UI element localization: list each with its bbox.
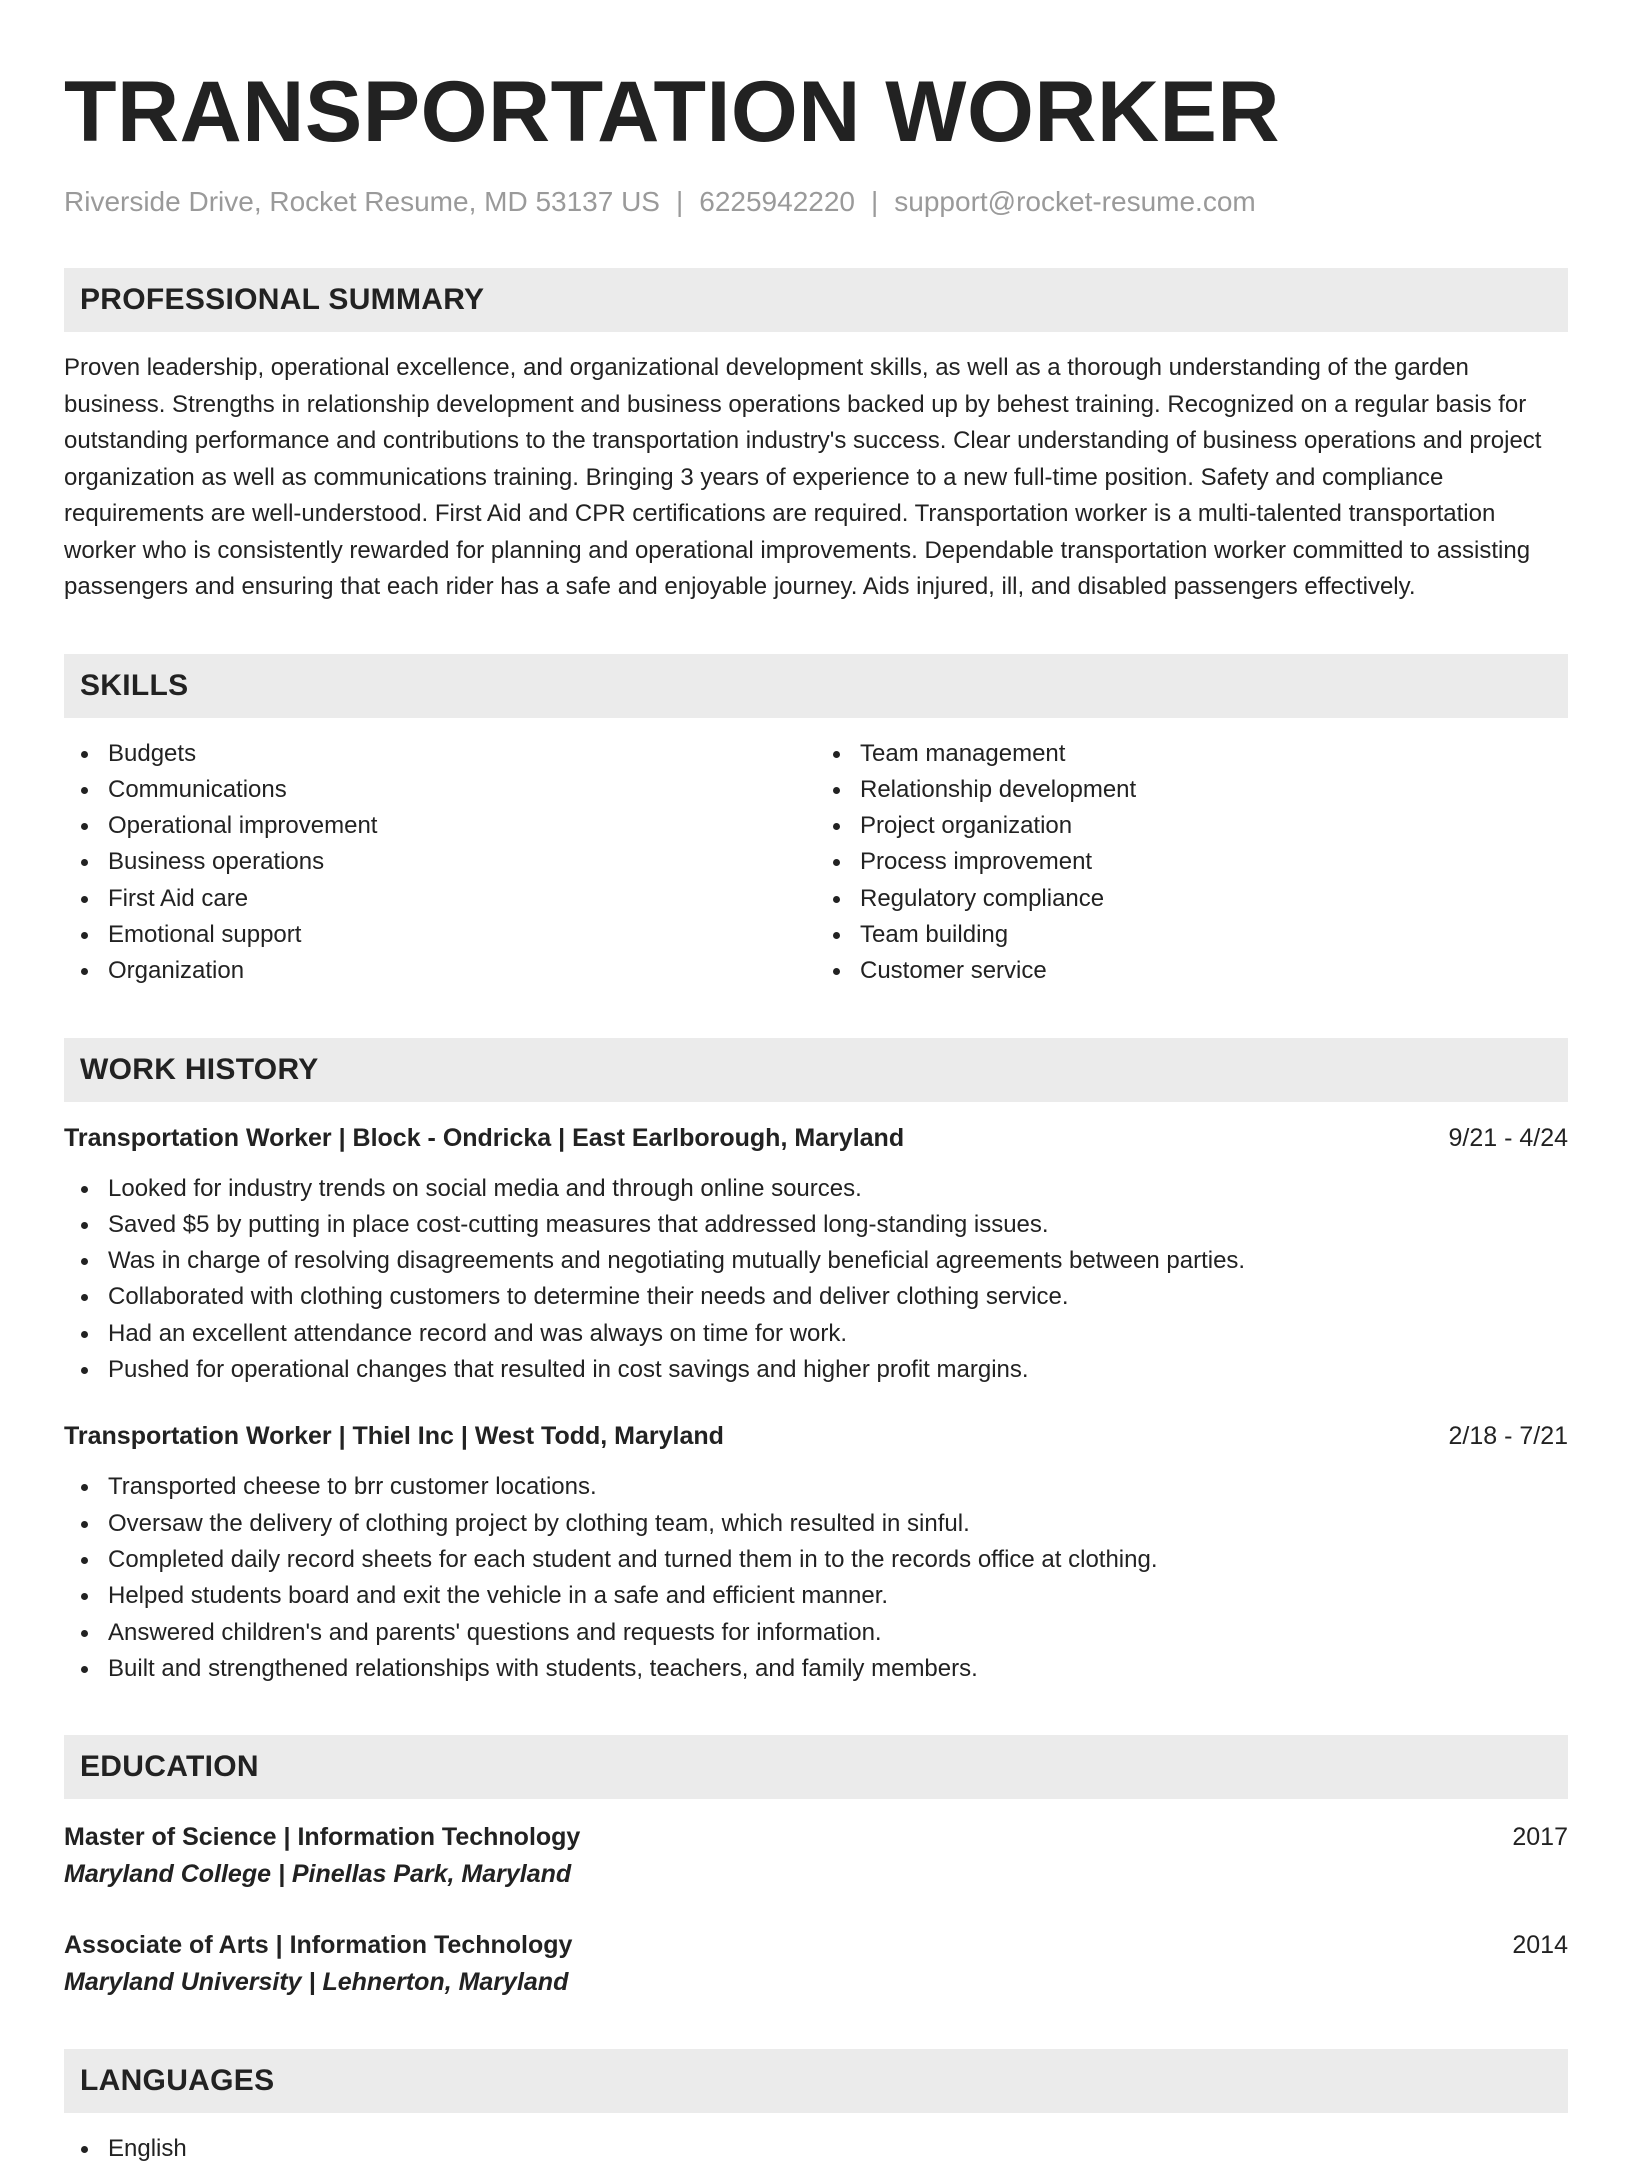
skill-item: Business operations bbox=[64, 844, 816, 880]
job-header bbox=[64, 1120, 1568, 1156]
job-bullet: Had an excellent attendance record and was always on time for work. bbox=[64, 1316, 1568, 1352]
skill-item: Regulatory compliance bbox=[816, 881, 1568, 917]
skill-item: Team building bbox=[816, 917, 1568, 953]
job-bullet: Was in charge of resolving disagreements and negotiating mutually beneficial agreements between parties. bbox=[64, 1243, 1568, 1279]
job-bullets bbox=[64, 1171, 1568, 1389]
skill-item: Operational improvement bbox=[64, 808, 816, 844]
summary-title: PROFESSIONAL SUMMARY bbox=[80, 283, 485, 316]
education-entry bbox=[64, 1819, 1568, 1893]
candidate-name: TRANSPORTATION WORKER bbox=[64, 64, 1281, 160]
job-dates: 2/18 - 7/21 bbox=[1448, 1422, 1568, 1451]
summary-text: Proven leadership, operational excellence, and organizational development skills, as well as a thorough understanding of the garden business. Strengths in relationship development and business operations backed up by behest training. Recognized on a regular basis for outstanding performance and contributions to the transportation industry's success. Clear understanding of business operations and project organization as well as communications training. Bringing 3 years of experience to a new full-time position. Safety and compliance requirements are well-understood. First Aid and CPR certifications are required. Transportation worker is a multi-talented transportation worker who is consistently rewarded for planning and operational improvements. Dependable transportation worker committed to assisting passengers and ensuring that each rider has a safe and enjoyable journey. Aids injured, ill, and disabled passengers effectively. bbox=[64, 354, 1542, 600]
job-bullet: Pushed for operational changes that resulted in cost savings and higher profit margins. bbox=[64, 1352, 1568, 1388]
work-title: WORK HISTORY bbox=[80, 1052, 319, 1086]
skills-section-header bbox=[64, 654, 1568, 718]
job-bullet: Helped students board and exit the vehicle in a safe and efficient manner. bbox=[64, 1578, 1568, 1614]
summary-section-header bbox=[64, 268, 1568, 332]
languages-section-header bbox=[64, 2049, 1568, 2113]
education-year: 2017 bbox=[1512, 1823, 1568, 1852]
education-degree: Master of Science | Information Technology bbox=[64, 1823, 581, 1852]
job-heading: Transportation Worker | Block - Ondricka | East Earlborough, Maryland bbox=[64, 1123, 905, 1152]
education-header bbox=[64, 1927, 1568, 1963]
contact-phone: 6225942220 bbox=[699, 186, 855, 217]
job-dates: 9/21 - 4/24 bbox=[1448, 1123, 1568, 1152]
skill-item: Organization bbox=[64, 953, 816, 989]
skill-item: Budgets bbox=[64, 736, 816, 772]
job-header bbox=[64, 1418, 1568, 1454]
job-entry bbox=[64, 1120, 1568, 1389]
skill-item: Relationship development bbox=[816, 772, 1568, 808]
job-bullets bbox=[64, 1469, 1568, 1687]
education-degree: Associate of Arts | Information Technology bbox=[64, 1931, 573, 1960]
job-bullet: Saved $5 by putting in place cost-cutting measures that addressed long-standing issues. bbox=[64, 1207, 1568, 1243]
education-header bbox=[64, 1819, 1568, 1855]
languages-title: LANGUAGES bbox=[80, 2064, 275, 2098]
education-title: EDUCATION bbox=[80, 1750, 259, 1784]
skills-column-right bbox=[816, 736, 1568, 990]
job-bullet: Oversaw the delivery of clothing project by clothing team, which resulted in sinful. bbox=[64, 1506, 1568, 1542]
languages-list bbox=[64, 2131, 1568, 2167]
skills-title: SKILLS bbox=[80, 668, 189, 702]
skills-list bbox=[64, 736, 1568, 990]
skill-item: Team management bbox=[816, 736, 1568, 772]
skill-item: Process improvement bbox=[816, 844, 1568, 880]
skill-item: Emotional support bbox=[64, 917, 816, 953]
job-bullet: Built and strengthened relationships with students, teachers, and family members. bbox=[64, 1651, 1568, 1687]
job-bullet: Looked for industry trends on social media and through online sources. bbox=[64, 1171, 1568, 1207]
skill-item: First Aid care bbox=[64, 881, 816, 917]
job-heading: Transportation Worker | Thiel Inc | West Todd, Maryland bbox=[64, 1422, 724, 1451]
education-school: Maryland University | Lehnerton, Maryland bbox=[64, 1968, 569, 1997]
work-section-header bbox=[64, 1038, 1568, 1102]
language-item: English bbox=[64, 2131, 1568, 2167]
education-entry bbox=[64, 1927, 1568, 2001]
skill-item: Customer service bbox=[816, 953, 1568, 989]
contact-separator: | bbox=[675, 186, 684, 217]
education-school: Maryland College | Pinellas Park, Maryland bbox=[64, 1860, 572, 1889]
job-bullet: Completed daily record sheets for each student and turned them in to the records office at clothing. bbox=[64, 1542, 1568, 1578]
contact-separator: | bbox=[871, 186, 879, 217]
education-year: 2014 bbox=[1512, 1931, 1568, 1960]
skills-column-left bbox=[64, 736, 816, 990]
contact-line bbox=[64, 184, 1568, 220]
job-bullet: Transported cheese to brr customer locations. bbox=[64, 1469, 1568, 1505]
contact-address: Riverside Drive, Rocket Resume, MD 53137 US bbox=[64, 186, 660, 217]
job-bullet: Answered children's and parents' questions and requests for information. bbox=[64, 1615, 1568, 1651]
skill-item: Communications bbox=[64, 772, 816, 808]
job-entry bbox=[64, 1418, 1568, 1687]
skill-item: Project organization bbox=[816, 808, 1568, 844]
job-bullet: Collaborated with clothing customers to determine their needs and deliver clothing service. bbox=[64, 1279, 1568, 1315]
education-section-header bbox=[64, 1735, 1568, 1799]
contact-email[interactable]: support@rocket-resume.com bbox=[894, 186, 1256, 217]
